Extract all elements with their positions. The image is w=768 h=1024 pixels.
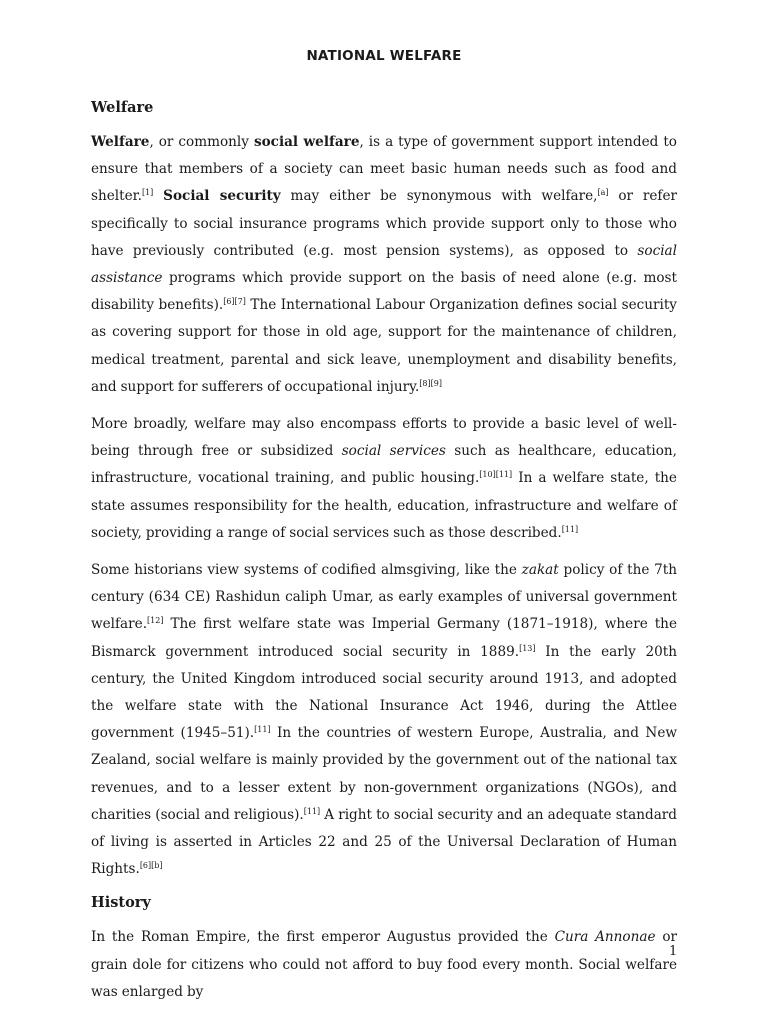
term-social-assistance: social assistance: [91, 242, 677, 287]
text-run: More broadly, welfare may also encompass efforts to provide a basic level of well-being through free or subsidized: [91, 416, 677, 460]
document-title: NATIONAL WELFARE: [306, 48, 462, 64]
text-run: A right to social security and an adequate standard of living is asserted in Articles 22 and 25 of the Universal Declaration of Human Rights.: [91, 806, 677, 878]
section-heading-welfare: Welfare: [91, 99, 154, 116]
citation-ref[interactable]: [8][9]: [419, 378, 442, 388]
text-run: policy of the 7th century (634 CE) Rashidun caliph Umar, as early examples of universal government welfare.: [91, 562, 677, 633]
text-run: , is a type of government support intended to ensure that members of a society can meet basic human needs such as food and shelter.: [91, 134, 677, 205]
text-run: [153, 188, 163, 204]
citation-ref[interactable]: [13]: [519, 643, 536, 653]
term-zakat: zakat: [521, 562, 559, 579]
citation-ref[interactable]: [12]: [147, 616, 164, 626]
section-heading-history: History: [91, 894, 151, 912]
text-run: In the Roman Empire, the first emperor Augustus provided the: [91, 929, 555, 946]
term-cura-annonae: Cura Annonae: [554, 929, 656, 946]
text-run: may either be synonymous with welfare,: [280, 188, 598, 205]
document-body: [91, 98, 677, 1016]
text-run: programs which provide support on the basis of need alone (e.g. most disability benefits).: [91, 270, 677, 314]
text-run: , or commonly: [149, 134, 254, 150]
paragraph-history-rome: [91, 924, 677, 1006]
text-run: such as healthcare, education, infrastructure, vocational training, and public housing.: [91, 443, 677, 487]
text-run: or refer specifically to social insurance programs which provide support only to those who have previously contributed (e.g. most pension systems), as opposed to: [91, 188, 677, 259]
page-number: 1: [669, 944, 678, 959]
citation-ref[interactable]: [10][11]: [479, 470, 513, 480]
citation-ref[interactable]: [6][b]: [139, 861, 163, 871]
citation-ref[interactable]: [1]: [141, 188, 154, 198]
paragraph-welfare-definition: [91, 129, 677, 401]
citation-ref[interactable]: [a]: [597, 188, 609, 198]
term-social-welfare: social welfare: [253, 134, 360, 150]
text-run: The International Labour Organization defines social security as covering support for those in old age, support for the maintenance of children, medical treatment, parental and sick leave, unemployment and disability benefits, and support for sufferers of occupational injury.: [91, 297, 677, 395]
text-run: or grain dole for citizens who could not afford to buy food every month. Social welfare was enlarged by: [91, 929, 677, 1000]
citation-ref[interactable]: [11]: [254, 725, 271, 735]
term-welfare: Welfare: [91, 134, 150, 150]
text-run: In the early 20th century, the United Kingdom introduced social security around 1913, and adopted the welfare state with the National Insurance Act 1946, during the Attlee government (1945–51).: [91, 643, 677, 742]
text-run: The first welfare state was Imperial Germany (1871–1918), where the Bismarck government introduced social security in 1889.: [91, 616, 677, 660]
paragraph-welfare-historians: [91, 557, 677, 883]
term-social-services: social services: [341, 443, 446, 460]
text-run: Some historians view systems of codified almsgiving, like the: [91, 562, 522, 579]
paragraph-welfare-broadly: [91, 411, 677, 547]
term-social-security: Social security: [163, 188, 281, 205]
text-run: In the countries of western Europe, Australia, and New Zealand, social welfare is mainly provided by the government out of the national tax revenues, and to a lesser extent by non-government organizations (NGOs), and charities (social and religious).: [91, 725, 677, 823]
citation-ref[interactable]: [6][7]: [223, 297, 246, 307]
citation-ref[interactable]: [11]: [303, 806, 321, 816]
citation-ref[interactable]: [11]: [561, 524, 579, 534]
text-run: In a welfare state, the state assumes responsibility for the health, education, infrastructure and welfare of society, providing a range of social services such as those described.: [91, 470, 677, 541]
